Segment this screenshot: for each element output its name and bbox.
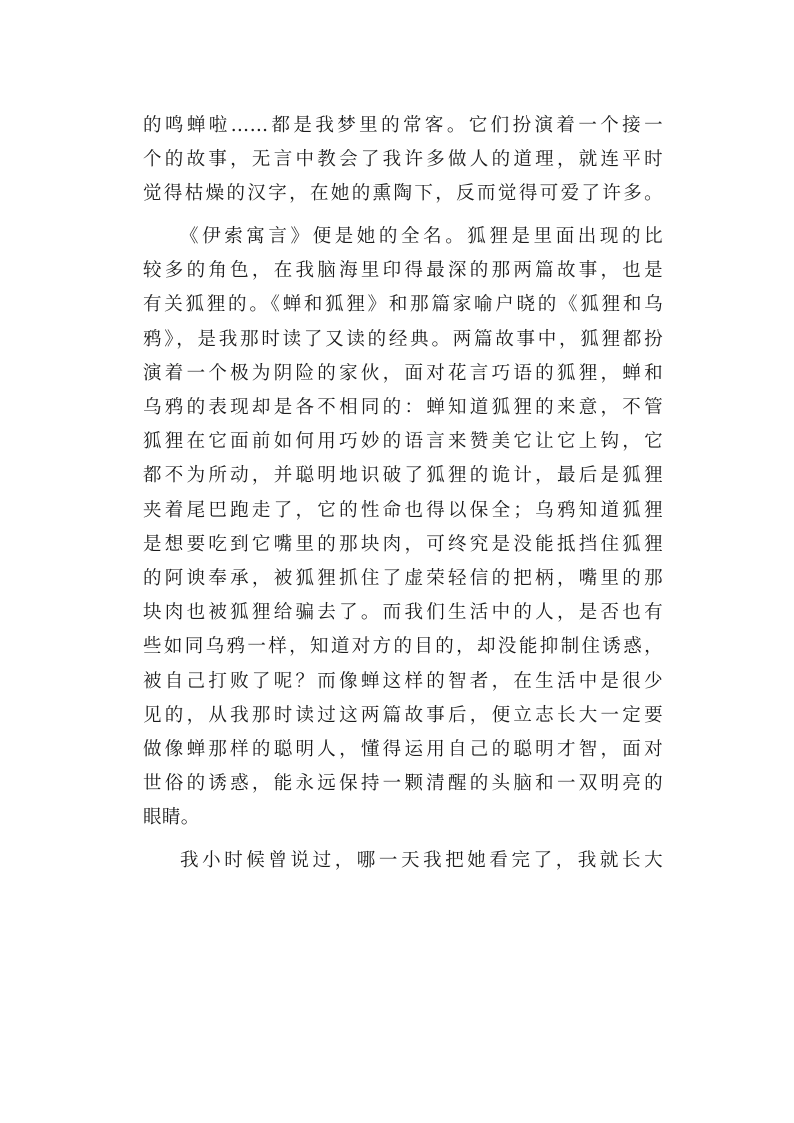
text-line: 鸦》，是我那时读了又读的经典。两篇故事中，狐狸都扮 — [143, 328, 663, 350]
text-line: 块肉也被狐狸给骗去了。而我们生活中的人，是否也有 — [143, 602, 663, 624]
text-line: 《伊索寓言》便是她的全名。狐狸是里面出现的比 — [180, 226, 663, 248]
text-line: 较多的角色，在我脑海里印得最深的那两篇故事，也是 — [143, 260, 663, 282]
text-line: 见的，从我那时读过这两篇故事后，便立志长大一定要 — [143, 704, 663, 726]
text-line: 的阿谀奉承，被狐狸抓住了虚荣轻信的把柄，嘴里的那 — [143, 567, 663, 589]
text-line: 我小时候曾说过，哪一天我把她看完了，我就长大 — [180, 849, 663, 871]
text-line: 夹着尾巴跑走了，它的性命也得以保全；乌鸦知道狐狸 — [143, 499, 663, 521]
text-line: 乌鸦的表现却是各不相同的：蝉知道狐狸的来意，不管 — [143, 397, 663, 418]
text-line: 狐狸在它面前如何用巧妙的语言来赞美它让它上钩，它 — [143, 431, 663, 453]
text-line: 觉得枯燥的汉字，在她的熏陶下，反而觉得可爱了许多。 — [143, 183, 663, 205]
text-line: 演着一个极为阴险的家伙，面对花言巧语的狐狸，蝉和 — [143, 362, 663, 384]
text-line: 世俗的诱惑，能永远保持一颗清醒的头脑和一双明亮的 — [143, 773, 663, 795]
text-line: 都不为所动，并聪明地识破了狐狸的诡计，最后是狐狸 — [143, 465, 663, 487]
text-line: 做像蝉那样的聪明人，懂得运用自己的聪明才智，面对 — [143, 738, 663, 760]
text-line: 些如同乌鸦一样，知道对方的目的，却没能抑制住诱惑， — [143, 636, 663, 658]
text-line: 眼睛。 — [143, 807, 200, 829]
paragraph-3 — [143, 844, 663, 878]
text-line: 被自己打败了呢？而像蝉这样的智者，在生活中是很少 — [143, 670, 663, 692]
text-line: 个的故事，无言中教会了我许多做人的道理，就连平时 — [143, 149, 663, 171]
text-line: 有关狐狸的。《蝉和狐狸》和那篇家喻户晓的《狐狸和乌 — [143, 294, 663, 316]
text-line: 的鸣蝉啦……都是我梦里的常客。它们扮演着一个接一 — [143, 115, 663, 136]
text-line: 是想要吃到它嘴里的那块肉，可终究是没能抵挡住狐狸 — [143, 533, 663, 555]
body-text — [143, 109, 663, 878]
paragraph-1 — [143, 109, 663, 212]
paragraph-2 — [143, 220, 663, 835]
